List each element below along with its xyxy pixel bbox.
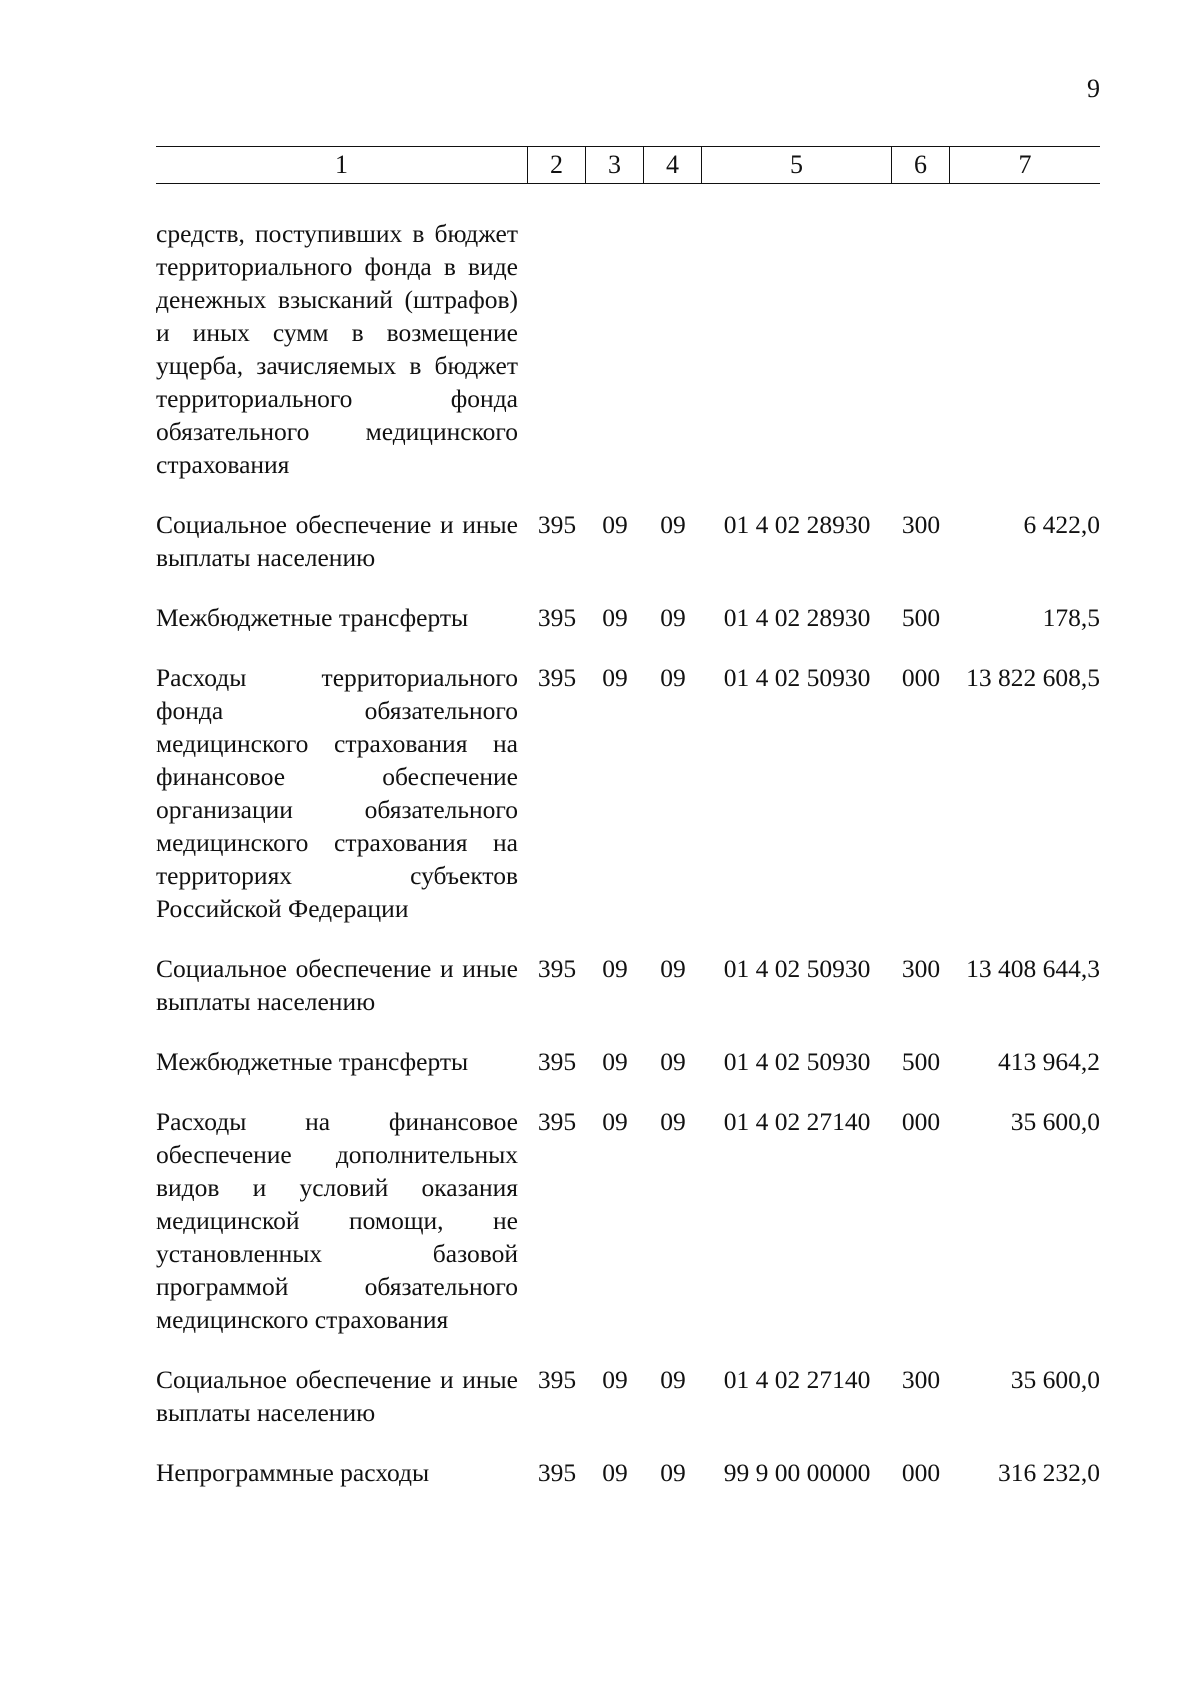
cell-subsection: 09 — [660, 1365, 686, 1394]
table-row — [156, 508, 1100, 574]
cell-admin-code: 395 — [537, 1458, 577, 1487]
cell-section: 09 — [602, 1107, 628, 1136]
table-row — [156, 952, 1100, 1018]
cell-section: 09 — [602, 1047, 628, 1076]
cell-section: 09 — [602, 603, 628, 632]
cell-subsection: 09 — [660, 1458, 686, 1487]
cell-amount: 13 408 644,3 — [966, 954, 1100, 983]
cell-section — [586, 217, 644, 481]
cell-expense-type: 500 — [901, 1047, 941, 1076]
cell-amount: 178,5 — [1042, 603, 1100, 632]
cell-target-article: 99 9 00 00000 — [723, 1458, 871, 1487]
table-header — [156, 146, 1100, 184]
column-header-2: 2 — [528, 147, 586, 183]
table-body — [156, 217, 1100, 1489]
cell-admin-code: 395 — [537, 603, 577, 632]
cell-expense-type: 000 — [901, 663, 941, 692]
cell-section: 09 — [602, 1365, 628, 1394]
cell-admin-code: 395 — [537, 510, 577, 539]
cell-subsection: 09 — [660, 954, 686, 983]
cell-amount: 13 822 608,5 — [966, 663, 1100, 692]
cell-section: 09 — [602, 663, 628, 692]
cell-expense-type: 300 — [901, 1365, 941, 1394]
cell-expense-type — [892, 217, 950, 481]
cell-subsection — [644, 217, 702, 481]
cell-target-article — [702, 217, 892, 481]
row-name: Непрограммные расходы — [156, 1458, 430, 1487]
cell-subsection: 09 — [660, 663, 686, 692]
cell-target-article: 01 4 02 27140 — [723, 1107, 871, 1136]
cell-expense-type: 000 — [901, 1107, 941, 1136]
cell-section: 09 — [602, 954, 628, 983]
cell-amount: 6 422,0 — [1023, 510, 1100, 539]
cell-admin-code: 395 — [537, 1047, 577, 1076]
row-name: Расходы территориального фонда обязательного медицинского страхования на финансовое обеспечение организации обязательного медицинского страхования на территориях субъектов Российской Федерации — [156, 663, 518, 923]
cell-target-article: 01 4 02 50930 — [723, 1047, 871, 1076]
row-name: Социальное обеспечение и иные выплаты населению — [156, 954, 518, 1016]
cell-target-article: 01 4 02 27140 — [723, 1365, 871, 1394]
cell-amount: 316 232,0 — [998, 1458, 1100, 1487]
column-header-4: 4 — [644, 147, 702, 183]
cell-subsection: 09 — [660, 603, 686, 632]
cell-expense-type: 300 — [901, 510, 941, 539]
cell-section: 09 — [602, 1458, 628, 1487]
row-name: Межбюджетные трансферты — [156, 1047, 469, 1076]
table-row — [156, 217, 1100, 481]
row-name: Социальное обеспечение и иные выплаты населению — [156, 510, 518, 572]
row-name: Социальное обеспечение и иные выплаты населению — [156, 1365, 518, 1427]
table-row — [156, 1456, 1100, 1489]
cell-admin-code: 395 — [537, 663, 577, 692]
cell-amount — [950, 217, 1100, 481]
cell-expense-type: 000 — [901, 1458, 941, 1487]
row-name: Расходы на финансовое обеспечение дополнительных видов и условий оказания медицинской помощи, не установленных базовой программой обязательного медицинского страхования — [156, 1107, 518, 1334]
table-row — [156, 661, 1100, 925]
cell-admin-code: 395 — [537, 1107, 577, 1136]
column-header-7: 7 — [1018, 150, 1032, 179]
row-name: средств, поступивших в бюджет территориального фонда в виде денежных взысканий (штрафов) и иных сумм в возмещение ущерба, зачисляемых в бюджет территориального фонда обязательного медицинского страхования — [156, 219, 518, 479]
table-row — [156, 601, 1100, 634]
page-number: 9 — [1087, 74, 1100, 103]
cell-section: 09 — [602, 510, 628, 539]
cell-amount: 35 600,0 — [1010, 1365, 1100, 1394]
column-header-6: 6 — [892, 147, 950, 183]
cell-amount: 35 600,0 — [1010, 1107, 1100, 1136]
column-header-1: 1 — [156, 147, 528, 183]
cell-admin-code — [528, 217, 586, 481]
cell-subsection: 09 — [660, 510, 686, 539]
table-row — [156, 1045, 1100, 1078]
column-header-3: 3 — [586, 147, 644, 183]
cell-admin-code: 395 — [537, 954, 577, 983]
table-row — [156, 1363, 1100, 1429]
cell-expense-type: 300 — [901, 954, 941, 983]
column-header-5: 5 — [702, 147, 892, 183]
cell-target-article: 01 4 02 50930 — [723, 663, 871, 692]
cell-admin-code: 395 — [537, 1365, 577, 1394]
cell-target-article: 01 4 02 28930 — [723, 510, 871, 539]
cell-expense-type: 500 — [901, 603, 941, 632]
table-row — [156, 1105, 1100, 1336]
cell-target-article: 01 4 02 50930 — [723, 954, 871, 983]
row-name: Межбюджетные трансферты — [156, 603, 469, 632]
cell-subsection: 09 — [660, 1047, 686, 1076]
cell-target-article: 01 4 02 28930 — [723, 603, 871, 632]
cell-subsection: 09 — [660, 1107, 686, 1136]
cell-amount: 413 964,2 — [998, 1047, 1100, 1076]
